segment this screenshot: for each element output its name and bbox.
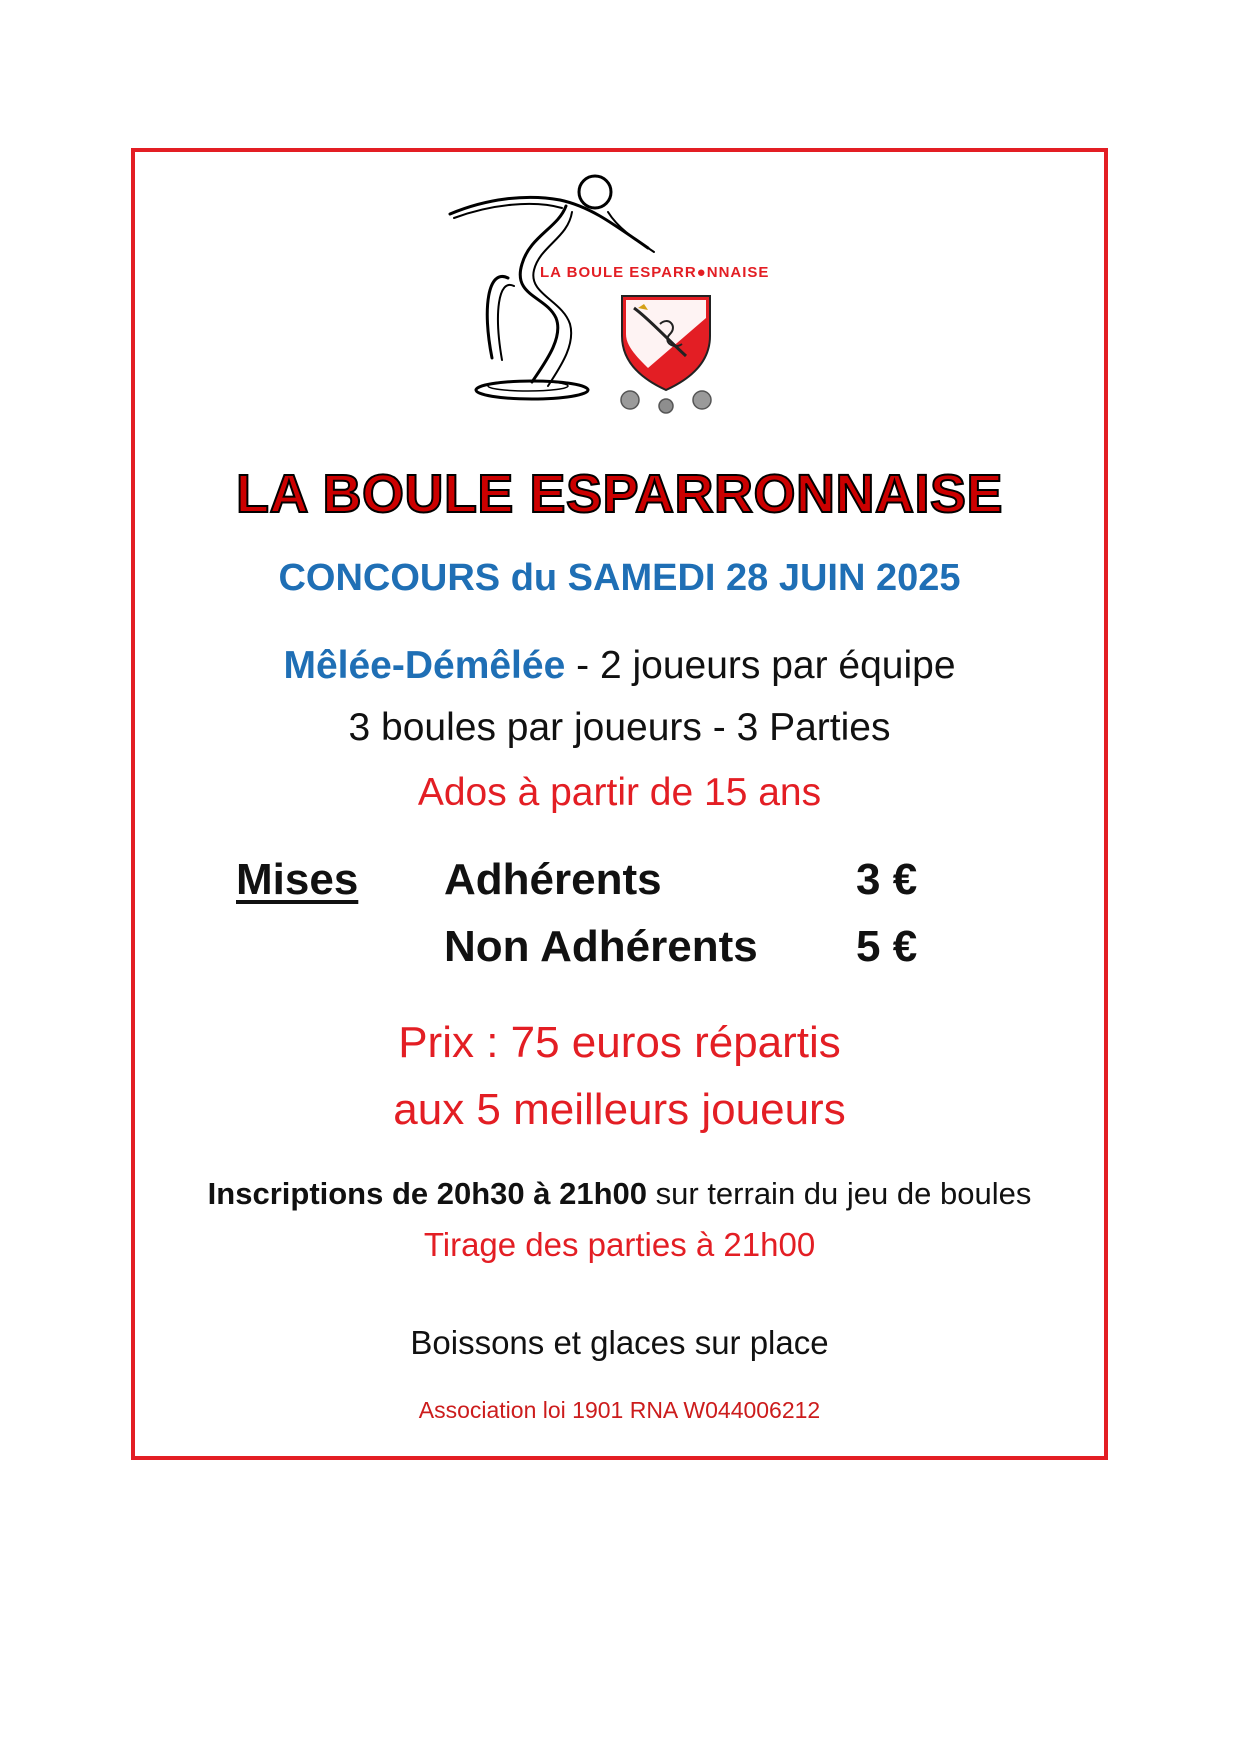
club-logo bbox=[448, 168, 798, 414]
tirage-line: Tirage des parties à 21h00 bbox=[423, 1226, 816, 1263]
mises-label: Mises bbox=[236, 855, 359, 904]
prix-line-2: aux 5 meilleurs joueurs bbox=[393, 1085, 846, 1134]
mise-adherents-price: 3 € bbox=[856, 855, 918, 904]
association-line: Association loi 1901 RNA W044006212 bbox=[418, 1397, 821, 1423]
format-line bbox=[135, 644, 1104, 688]
mise-non-adherents-label: Non Adhérents bbox=[444, 922, 758, 971]
inscriptions-line bbox=[135, 1176, 1104, 1212]
concours-date: CONCOURS du SAMEDI 28 JUIN 2025 bbox=[278, 557, 961, 599]
melee-label: Mêlée-Démêlée bbox=[283, 644, 566, 687]
mise-non-adherents-price: 5 € bbox=[856, 922, 918, 971]
logo-text: LA BOULE ESPARR●NNAISE bbox=[540, 264, 770, 281]
inscriptions-place: sur terrain du jeu de boules bbox=[647, 1176, 1032, 1211]
mises-table bbox=[0, 855, 1241, 995]
prix-line-1: Prix : 75 euros répartis bbox=[398, 1018, 841, 1067]
mise-adherents-label: Adhérents bbox=[444, 855, 662, 904]
inscriptions-time: Inscriptions de 20h30 à 21h00 bbox=[207, 1176, 648, 1211]
melee-detail: - 2 joueurs par équipe bbox=[565, 644, 956, 687]
ados-line: Ados à partir de 15 ans bbox=[417, 771, 822, 814]
boules-icon bbox=[621, 391, 711, 413]
petanque-player-icon bbox=[450, 176, 654, 399]
boissons-line: Boissons et glaces sur place bbox=[410, 1324, 829, 1361]
boules-line: 3 boules par joueurs - 3 Parties bbox=[348, 706, 891, 749]
coat-of-arms-icon bbox=[622, 296, 710, 390]
poster-title: LA BOULE ESPARRONNAISE bbox=[235, 464, 1004, 524]
